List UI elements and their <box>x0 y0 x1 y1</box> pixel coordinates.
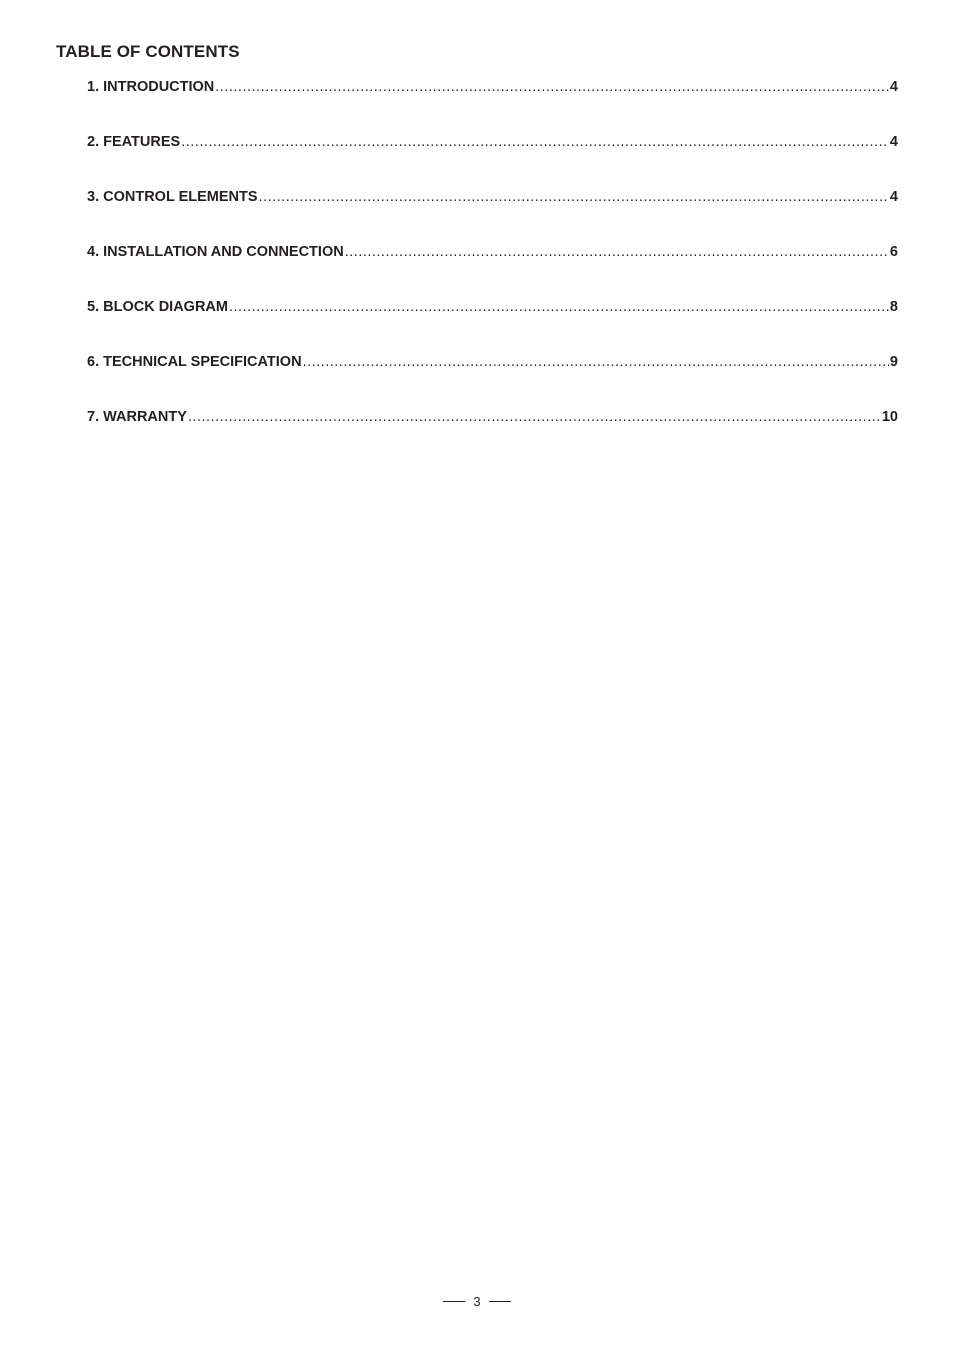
toc-entry-label: 7. WARRANTY <box>87 409 187 425</box>
page-footer <box>0 1294 954 1309</box>
toc-entry-installation[interactable] <box>87 244 898 299</box>
toc-entry-features[interactable] <box>87 134 898 189</box>
dot-leader <box>215 79 889 95</box>
toc-entry-page: 10 <box>881 409 898 425</box>
toc-entry-label: 6. TECHNICAL SPECIFICATION <box>87 354 302 370</box>
toc-title: TABLE OF CONTENTS <box>56 42 240 61</box>
toc-entry-label: 3. CONTROL ELEMENTS <box>87 189 258 205</box>
footer-rule-left <box>443 1301 465 1302</box>
dot-leader <box>229 299 889 315</box>
toc-entry-warranty[interactable] <box>87 409 898 464</box>
dot-leader <box>188 409 881 425</box>
toc-entry-label: 2. FEATURES <box>87 134 181 150</box>
toc-entry-page: 6 <box>889 244 898 260</box>
toc-entry-label: 5. BLOCK DIAGRAM <box>87 299 228 315</box>
toc-entry-introduction[interactable] <box>87 79 898 134</box>
toc-list <box>87 79 898 464</box>
dot-leader <box>259 189 889 205</box>
dot-leader <box>181 134 889 150</box>
page-number: 3 <box>473 1294 481 1309</box>
toc-entry-block-diagram[interactable] <box>87 299 898 354</box>
dot-leader <box>303 354 889 370</box>
toc-entry-technical-specification[interactable] <box>87 354 898 409</box>
toc-entry-control-elements[interactable] <box>87 189 898 244</box>
toc-entry-label: 1. INTRODUCTION <box>87 79 215 95</box>
toc-entry-page: 8 <box>889 299 898 315</box>
toc-entry-page: 9 <box>889 354 898 370</box>
toc-entry-page: 4 <box>889 189 898 205</box>
toc-entry-label: 4. INSTALLATION AND CONNECTION <box>87 244 344 260</box>
toc-entry-page: 4 <box>889 134 898 150</box>
dot-leader <box>345 244 889 260</box>
toc-entry-page: 4 <box>889 79 898 95</box>
footer-rule-right <box>489 1301 511 1302</box>
